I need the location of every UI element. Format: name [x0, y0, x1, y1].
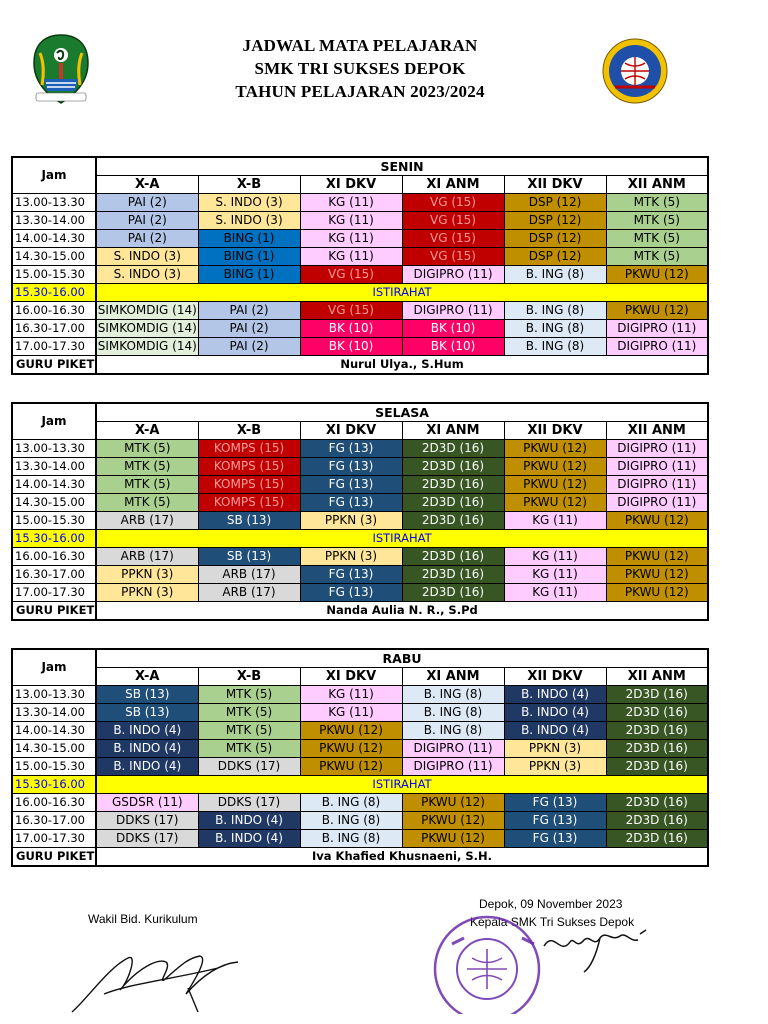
- subject-cell: DDKS (17): [96, 812, 198, 830]
- subject-cell: PPKN (3): [96, 584, 198, 602]
- subject-cell: DSP (12): [504, 212, 606, 230]
- schedule-table-senin: [11, 156, 709, 375]
- subject-cell: B. ING (8): [300, 794, 402, 812]
- time-slot: 15.00-15.30: [12, 758, 96, 776]
- subject-cell: 2D3D (16): [606, 686, 708, 704]
- subject-cell: 2D3D (16): [606, 812, 708, 830]
- class-header: X-A: [96, 668, 198, 686]
- table-row: [12, 740, 708, 758]
- vice-principal-title: Wakil Bid. Kurikulum: [88, 912, 198, 926]
- subject-cell: FG (13): [504, 794, 606, 812]
- subject-cell: B. INDO (4): [504, 722, 606, 740]
- subject-cell: DSP (12): [504, 194, 606, 212]
- subject-cell: KG (11): [300, 212, 402, 230]
- principal-signature: [540, 916, 650, 976]
- table-row: [12, 476, 708, 494]
- time-slot: 14.00-14.30: [12, 722, 96, 740]
- subject-cell: MTK (5): [606, 212, 708, 230]
- subject-cell: B. INDO (4): [198, 812, 300, 830]
- subject-cell: DIGIPRO (11): [606, 494, 708, 512]
- subject-cell: PKWU (12): [606, 512, 708, 530]
- subject-cell: PKWU (12): [606, 566, 708, 584]
- class-header: X-B: [198, 668, 300, 686]
- vice-principal-signature: [68, 928, 268, 1018]
- subject-cell: B. ING (8): [402, 722, 504, 740]
- time-slot: 13.30-14.00: [12, 212, 96, 230]
- subject-cell: BK (10): [300, 320, 402, 338]
- class-header: XI DKV: [300, 422, 402, 440]
- table-row: [12, 248, 708, 266]
- title-line-3: TAHUN PELAJARAN 2023/2024: [235, 82, 485, 101]
- class-header: XII DKV: [504, 422, 606, 440]
- subject-cell: GSDSR (11): [96, 794, 198, 812]
- break-label: ISTIRAHAT: [96, 530, 708, 548]
- time-slot: 16.30-17.00: [12, 320, 96, 338]
- title-line-2: SMK TRI SUKSES DEPOK: [254, 59, 466, 78]
- school-emblem-logo: [601, 37, 669, 105]
- table-row: [12, 230, 708, 248]
- guru-piket-label: GURU PIKET: [12, 848, 96, 867]
- break-label: ISTIRAHAT: [96, 776, 708, 794]
- subject-cell: B. ING (8): [504, 302, 606, 320]
- time-slot: 13.30-14.00: [12, 704, 96, 722]
- subject-cell: PKWU (12): [402, 794, 504, 812]
- subject-cell: KG (11): [300, 248, 402, 266]
- subject-cell: PKWU (12): [606, 548, 708, 566]
- class-header: XI ANM: [402, 176, 504, 194]
- table-row: [12, 212, 708, 230]
- subject-cell: FG (13): [300, 440, 402, 458]
- time-slot: 15.30-16.00: [12, 776, 96, 794]
- class-header: X-A: [96, 176, 198, 194]
- subject-cell: DIGIPRO (11): [402, 758, 504, 776]
- time-slot: 13.30-14.00: [12, 458, 96, 476]
- subject-cell: PKWU (12): [504, 458, 606, 476]
- subject-cell: PAI (2): [198, 320, 300, 338]
- subject-cell: BK (10): [300, 338, 402, 356]
- subject-cell: PAI (2): [96, 194, 198, 212]
- table-row: [12, 566, 708, 584]
- day-header: SELASA: [96, 403, 708, 422]
- subject-cell: B. INDO (4): [96, 758, 198, 776]
- subject-cell: B. ING (8): [300, 830, 402, 848]
- subject-cell: VG (15): [402, 230, 504, 248]
- table-row: [12, 458, 708, 476]
- table-row: [12, 548, 708, 566]
- subject-cell: MTK (5): [606, 248, 708, 266]
- subject-cell: DIGIPRO (11): [606, 476, 708, 494]
- class-header: XI DKV: [300, 668, 402, 686]
- class-header: XII ANM: [606, 176, 708, 194]
- subject-cell: PKWU (12): [300, 722, 402, 740]
- subject-cell: DSP (12): [504, 248, 606, 266]
- subject-cell: VG (15): [402, 248, 504, 266]
- subject-cell: ARB (17): [198, 584, 300, 602]
- time-slot: 13.00-13.30: [12, 686, 96, 704]
- table-row: [12, 338, 708, 356]
- subject-cell: S. INDO (3): [96, 266, 198, 284]
- subject-cell: PKWU (12): [606, 302, 708, 320]
- jam-header: Jam: [12, 157, 96, 194]
- subject-cell: DIGIPRO (11): [606, 458, 708, 476]
- table-row: [12, 584, 708, 602]
- subject-cell: FG (13): [504, 812, 606, 830]
- time-slot: 14.00-14.30: [12, 476, 96, 494]
- time-slot: 16.30-17.00: [12, 566, 96, 584]
- subject-cell: S. INDO (3): [198, 212, 300, 230]
- subject-cell: PPKN (3): [300, 512, 402, 530]
- class-header: XI DKV: [300, 176, 402, 194]
- jam-header: Jam: [12, 649, 96, 686]
- subject-cell: SIMKOMDIG (14): [96, 320, 198, 338]
- subject-cell: FG (13): [300, 584, 402, 602]
- subject-cell: B. ING (8): [300, 812, 402, 830]
- time-slot: 16.30-17.00: [12, 812, 96, 830]
- subject-cell: 2D3D (16): [606, 704, 708, 722]
- subject-cell: FG (13): [504, 830, 606, 848]
- subject-cell: 2D3D (16): [606, 794, 708, 812]
- subject-cell: 2D3D (16): [402, 512, 504, 530]
- subject-cell: MTK (5): [198, 722, 300, 740]
- subject-cell: MTK (5): [198, 686, 300, 704]
- subject-cell: KG (11): [504, 512, 606, 530]
- time-slot: 15.30-16.00: [12, 530, 96, 548]
- subject-cell: KG (11): [504, 584, 606, 602]
- subject-cell: B. ING (8): [402, 686, 504, 704]
- subject-cell: B. ING (8): [504, 338, 606, 356]
- subject-cell: SIMKOMDIG (14): [96, 338, 198, 356]
- guru-piket-label: GURU PIKET: [12, 602, 96, 621]
- subject-cell: 2D3D (16): [402, 494, 504, 512]
- west-java-emblem-logo: [30, 33, 92, 105]
- class-header: X-B: [198, 422, 300, 440]
- time-slot: 17.00-17.30: [12, 830, 96, 848]
- schedule-table-rabu: [11, 648, 709, 867]
- subject-cell: PKWU (12): [402, 812, 504, 830]
- subject-cell: BK (10): [402, 338, 504, 356]
- time-slot: 14.30-15.00: [12, 740, 96, 758]
- guru-piket-name: Nurul Ulya., S.Hum: [96, 356, 708, 375]
- subject-cell: DIGIPRO (11): [402, 266, 504, 284]
- class-header: XII DKV: [504, 176, 606, 194]
- subject-cell: ARB (17): [96, 512, 198, 530]
- schedule-table-selasa: [11, 402, 709, 621]
- subject-cell: 2D3D (16): [402, 566, 504, 584]
- time-slot: 14.30-15.00: [12, 494, 96, 512]
- table-row: [12, 758, 708, 776]
- subject-cell: 2D3D (16): [606, 740, 708, 758]
- subject-cell: KOMPS (15): [198, 440, 300, 458]
- table-row: [12, 194, 708, 212]
- subject-cell: KG (11): [300, 704, 402, 722]
- time-slot: 17.00-17.30: [12, 584, 96, 602]
- title-line-1: JADWAL MATA PELAJARAN: [242, 36, 478, 55]
- subject-cell: DDKS (17): [198, 758, 300, 776]
- subject-cell: 2D3D (16): [402, 548, 504, 566]
- subject-cell: 2D3D (16): [606, 758, 708, 776]
- subject-cell: B. ING (8): [504, 266, 606, 284]
- subject-cell: 2D3D (16): [606, 722, 708, 740]
- table-row: [12, 830, 708, 848]
- subject-cell: DIGIPRO (11): [606, 320, 708, 338]
- time-slot: 17.00-17.30: [12, 338, 96, 356]
- class-header: X-A: [96, 422, 198, 440]
- table-row: [12, 266, 708, 284]
- subject-cell: DIGIPRO (11): [606, 440, 708, 458]
- class-header: XII DKV: [504, 668, 606, 686]
- subject-cell: KG (11): [300, 230, 402, 248]
- break-label: ISTIRAHAT: [96, 284, 708, 302]
- subject-cell: DDKS (17): [96, 830, 198, 848]
- subject-cell: S. INDO (3): [96, 248, 198, 266]
- subject-cell: SB (13): [96, 704, 198, 722]
- subject-cell: FG (13): [300, 476, 402, 494]
- subject-cell: KOMPS (15): [198, 458, 300, 476]
- subject-cell: MTK (5): [96, 476, 198, 494]
- subject-cell: DDKS (17): [198, 794, 300, 812]
- table-row: [12, 530, 708, 548]
- principal-title: Kepala SMK Tri Sukses Depok: [470, 915, 635, 929]
- subject-cell: S. INDO (3): [198, 194, 300, 212]
- class-header: XII ANM: [606, 668, 708, 686]
- subject-cell: SB (13): [198, 512, 300, 530]
- subject-cell: KOMPS (15): [198, 476, 300, 494]
- time-slot: 16.00-16.30: [12, 794, 96, 812]
- subject-cell: KG (11): [504, 548, 606, 566]
- subject-cell: B. INDO (4): [504, 704, 606, 722]
- subject-cell: MTK (5): [606, 194, 708, 212]
- subject-cell: PKWU (12): [504, 440, 606, 458]
- subject-cell: SIMKOMDIG (14): [96, 302, 198, 320]
- subject-cell: ARB (17): [96, 548, 198, 566]
- subject-cell: KG (11): [300, 194, 402, 212]
- subject-cell: SB (13): [96, 686, 198, 704]
- subject-cell: DSP (12): [504, 230, 606, 248]
- table-row: [12, 512, 708, 530]
- guru-piket-label: GURU PIKET: [12, 356, 96, 375]
- table-row: [12, 494, 708, 512]
- subject-cell: ARB (17): [198, 566, 300, 584]
- time-slot: 15.30-16.00: [12, 284, 96, 302]
- subject-cell: PAI (2): [96, 212, 198, 230]
- guru-piket-name: Nanda Aulia N. R., S.Pd: [96, 602, 708, 621]
- subject-cell: BING (1): [198, 230, 300, 248]
- jam-header: Jam: [12, 403, 96, 440]
- subject-cell: PKWU (12): [504, 494, 606, 512]
- time-slot: 13.00-13.30: [12, 440, 96, 458]
- place-date: Depok, 09 November 2023: [479, 897, 623, 911]
- guru-piket-name: Iva Khafied Khusnaeni, S.H.: [96, 848, 708, 867]
- subject-cell: PPKN (3): [504, 758, 606, 776]
- subject-cell: DIGIPRO (11): [402, 740, 504, 758]
- subject-cell: VG (15): [300, 266, 402, 284]
- subject-cell: FG (13): [300, 458, 402, 476]
- subject-cell: MTK (5): [96, 440, 198, 458]
- table-row: [12, 302, 708, 320]
- table-row: [12, 686, 708, 704]
- subject-cell: PPKN (3): [300, 548, 402, 566]
- subject-cell: PAI (2): [198, 338, 300, 356]
- subject-cell: MTK (5): [96, 458, 198, 476]
- school-stamp: [432, 914, 547, 1014]
- table-row: [12, 794, 708, 812]
- subject-cell: B. INDO (4): [198, 830, 300, 848]
- subject-cell: 2D3D (16): [402, 476, 504, 494]
- time-slot: 14.30-15.00: [12, 248, 96, 266]
- subject-cell: B. INDO (4): [96, 722, 198, 740]
- subject-cell: PKWU (12): [300, 758, 402, 776]
- time-slot: 15.00-15.30: [12, 512, 96, 530]
- subject-cell: PAI (2): [96, 230, 198, 248]
- subject-cell: MTK (5): [198, 704, 300, 722]
- table-row: [12, 722, 708, 740]
- subject-cell: BING (1): [198, 248, 300, 266]
- subject-cell: DIGIPRO (11): [402, 302, 504, 320]
- subject-cell: MTK (5): [96, 494, 198, 512]
- subject-cell: B. ING (8): [402, 704, 504, 722]
- subject-cell: BK (10): [402, 320, 504, 338]
- subject-cell: B. ING (8): [504, 320, 606, 338]
- subject-cell: 2D3D (16): [606, 830, 708, 848]
- table-row: [12, 284, 708, 302]
- table-row: [12, 440, 708, 458]
- subject-cell: VG (15): [402, 212, 504, 230]
- subject-cell: MTK (5): [198, 740, 300, 758]
- subject-cell: 2D3D (16): [402, 584, 504, 602]
- subject-cell: VG (15): [300, 302, 402, 320]
- subject-cell: PKWU (12): [606, 584, 708, 602]
- subject-cell: 2D3D (16): [402, 458, 504, 476]
- time-slot: 15.00-15.30: [12, 266, 96, 284]
- table-row: [12, 812, 708, 830]
- subject-cell: KG (11): [504, 566, 606, 584]
- subject-cell: VG (15): [402, 194, 504, 212]
- table-row: [12, 704, 708, 722]
- subject-cell: FG (13): [300, 494, 402, 512]
- time-slot: 16.00-16.30: [12, 302, 96, 320]
- time-slot: 13.00-13.30: [12, 194, 96, 212]
- subject-cell: MTK (5): [606, 230, 708, 248]
- subject-cell: PKWU (12): [402, 830, 504, 848]
- subject-cell: 2D3D (16): [402, 440, 504, 458]
- subject-cell: B. INDO (4): [96, 740, 198, 758]
- subject-cell: SB (13): [198, 548, 300, 566]
- table-row: [12, 320, 708, 338]
- subject-cell: KG (11): [300, 686, 402, 704]
- subject-cell: PPKN (3): [96, 566, 198, 584]
- day-header: RABU: [96, 649, 708, 668]
- day-header: SENIN: [96, 157, 708, 176]
- subject-cell: KOMPS (15): [198, 494, 300, 512]
- subject-cell: PKWU (12): [504, 476, 606, 494]
- subject-cell: B. INDO (4): [504, 686, 606, 704]
- class-header: XI ANM: [402, 422, 504, 440]
- subject-cell: PKWU (12): [300, 740, 402, 758]
- subject-cell: DIGIPRO (11): [606, 338, 708, 356]
- subject-cell: PPKN (3): [504, 740, 606, 758]
- class-header: X-B: [198, 176, 300, 194]
- time-slot: 16.00-16.30: [12, 548, 96, 566]
- table-row: [12, 776, 708, 794]
- subject-cell: BING (1): [198, 266, 300, 284]
- class-header: XI ANM: [402, 668, 504, 686]
- subject-cell: FG (13): [300, 566, 402, 584]
- subject-cell: PKWU (12): [606, 266, 708, 284]
- subject-cell: PAI (2): [198, 302, 300, 320]
- time-slot: 14.00-14.30: [12, 230, 96, 248]
- class-header: XII ANM: [606, 422, 708, 440]
